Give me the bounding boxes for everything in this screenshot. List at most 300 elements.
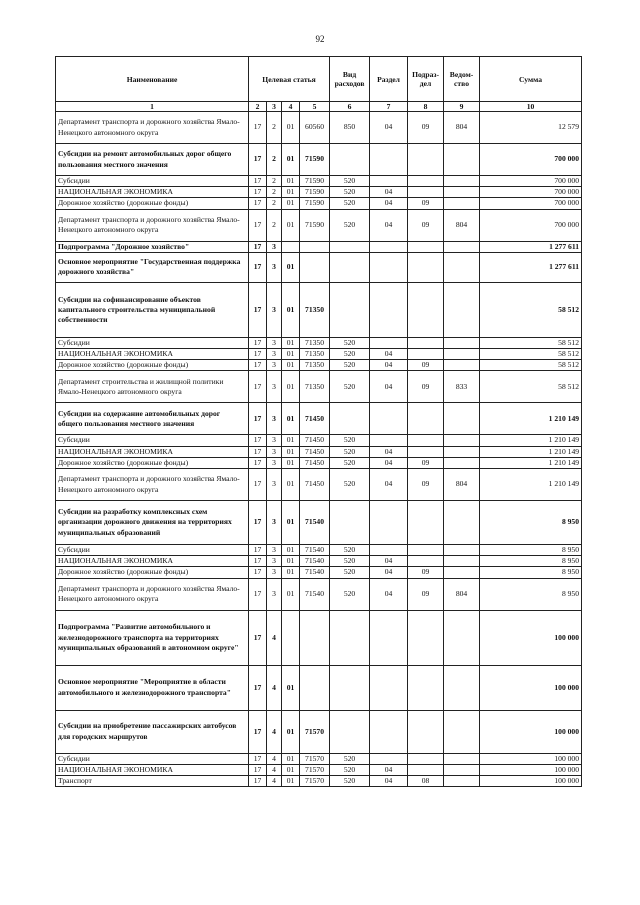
subprogram-code-cell: 4 (267, 665, 282, 710)
subsection-cell (408, 710, 444, 753)
subsection-cell (408, 337, 444, 348)
amount-cell: 700 000 (480, 198, 582, 209)
row-name-cell: НАЦИОНАЛЬНАЯ ЭКОНОМИКА (56, 764, 249, 775)
expense-type-cell: 520 (330, 176, 370, 187)
expense-type-cell: 520 (330, 764, 370, 775)
table-row (56, 360, 582, 371)
amount-cell: 8 950 (480, 545, 582, 556)
direction-code-cell: 71450 (300, 435, 330, 446)
subprogram-code-cell: 2 (267, 144, 282, 176)
amount-cell: 8 950 (480, 556, 582, 567)
amount-cell: 100 000 (480, 764, 582, 775)
program-code-cell: 17 (249, 371, 267, 403)
amount-cell: 1 210 149 (480, 403, 582, 435)
section-cell (370, 144, 408, 176)
program-code-cell: 17 (249, 187, 267, 198)
table-row (56, 578, 582, 610)
expense-type-cell: 520 (330, 209, 370, 241)
header-name: Наименование (56, 57, 249, 102)
section-cell: 04 (370, 371, 408, 403)
section-cell (370, 252, 408, 282)
program-code-cell: 17 (249, 764, 267, 775)
activity-code-cell: 01 (282, 371, 300, 403)
section-cell: 04 (370, 457, 408, 468)
table-row (56, 753, 582, 764)
section-cell (370, 176, 408, 187)
program-code-cell: 17 (249, 469, 267, 501)
department-cell: 804 (444, 578, 480, 610)
expense-type-cell: 850 (330, 112, 370, 144)
expense-type-cell (330, 144, 370, 176)
subsection-cell: 09 (408, 209, 444, 241)
section-cell (370, 665, 408, 710)
program-code-cell: 17 (249, 435, 267, 446)
expense-type-cell (330, 710, 370, 753)
expense-type-cell (330, 665, 370, 710)
table-row (56, 337, 582, 348)
amount-cell: 8 950 (480, 501, 582, 545)
activity-code-cell: 01 (282, 501, 300, 545)
direction-code-cell: 71350 (300, 360, 330, 371)
expense-type-cell: 520 (330, 578, 370, 610)
subprogram-code-cell: 4 (267, 710, 282, 753)
table-header-row (56, 57, 582, 102)
subsection-cell: 09 (408, 112, 444, 144)
header-target-article: Целевая статья (249, 57, 330, 102)
row-name-cell: НАЦИОНАЛЬНАЯ ЭКОНОМИКА (56, 556, 249, 567)
department-cell (444, 501, 480, 545)
section-cell: 04 (370, 209, 408, 241)
activity-code-cell: 01 (282, 337, 300, 348)
table-row (56, 176, 582, 187)
activity-code-cell (282, 241, 300, 252)
department-cell (444, 665, 480, 710)
program-code-cell: 17 (249, 501, 267, 545)
department-cell (444, 360, 480, 371)
header-department: Ведом-ство (444, 57, 480, 102)
department-cell: 804 (444, 112, 480, 144)
direction-code-cell: 71590 (300, 176, 330, 187)
subprogram-code-cell: 3 (267, 371, 282, 403)
expense-type-cell: 520 (330, 469, 370, 501)
amount-cell: 1 210 149 (480, 435, 582, 446)
direction-code-cell (300, 610, 330, 665)
department-cell (444, 610, 480, 665)
department-cell (444, 776, 480, 787)
expense-type-cell: 520 (330, 545, 370, 556)
program-code-cell: 17 (249, 753, 267, 764)
expense-type-cell (330, 403, 370, 435)
subprogram-code-cell: 3 (267, 567, 282, 578)
row-name-cell: Основное мероприятие "Мероприятие в области автомобильного и железнодорожного транспорта" (56, 665, 249, 710)
subprogram-code-cell: 3 (267, 578, 282, 610)
subsection-cell (408, 610, 444, 665)
program-code-cell: 17 (249, 545, 267, 556)
program-code-cell: 17 (249, 349, 267, 360)
section-cell: 04 (370, 556, 408, 567)
column-number: 1 (56, 102, 249, 112)
activity-code-cell: 01 (282, 764, 300, 775)
activity-code-cell: 01 (282, 710, 300, 753)
program-code-cell: 17 (249, 446, 267, 457)
program-code-cell: 17 (249, 776, 267, 787)
column-number: 3 (267, 102, 282, 112)
subprogram-code-cell: 4 (267, 610, 282, 665)
activity-code-cell: 01 (282, 446, 300, 457)
amount-cell: 1 210 149 (480, 446, 582, 457)
table-row (56, 556, 582, 567)
subprogram-code-cell: 3 (267, 403, 282, 435)
program-code-cell: 17 (249, 176, 267, 187)
expense-type-cell: 520 (330, 567, 370, 578)
row-name-cell: Подпрограмма "Дорожное хозяйство" (56, 241, 249, 252)
amount-cell: 58 512 (480, 349, 582, 360)
header-subsection: Подраз-дел (408, 57, 444, 102)
direction-code-cell: 71350 (300, 282, 330, 337)
row-name-cell: НАЦИОНАЛЬНАЯ ЭКОНОМИКА (56, 187, 249, 198)
expense-type-cell: 520 (330, 371, 370, 403)
department-cell (444, 403, 480, 435)
amount-cell: 100 000 (480, 710, 582, 753)
department-cell (444, 144, 480, 176)
expense-type-cell: 520 (330, 337, 370, 348)
activity-code-cell: 01 (282, 776, 300, 787)
section-cell: 04 (370, 446, 408, 457)
section-cell (370, 403, 408, 435)
amount-cell: 700 000 (480, 209, 582, 241)
department-cell: 833 (444, 371, 480, 403)
direction-code-cell: 71590 (300, 209, 330, 241)
section-cell: 04 (370, 764, 408, 775)
subsection-cell: 09 (408, 457, 444, 468)
activity-code-cell: 01 (282, 435, 300, 446)
activity-code-cell: 01 (282, 187, 300, 198)
direction-code-cell: 71350 (300, 349, 330, 360)
department-cell (444, 753, 480, 764)
subsection-cell (408, 187, 444, 198)
subprogram-code-cell: 2 (267, 176, 282, 187)
amount-cell: 12 579 (480, 112, 582, 144)
subsection-cell: 09 (408, 578, 444, 610)
page-number: 92 (315, 34, 325, 44)
direction-code-cell (300, 252, 330, 282)
program-code-cell: 17 (249, 567, 267, 578)
section-cell (370, 241, 408, 252)
row-name-cell: Дорожное хозяйство (дорожные фонды) (56, 198, 249, 209)
subsection-cell (408, 446, 444, 457)
table-row (56, 776, 582, 787)
activity-code-cell: 01 (282, 403, 300, 435)
activity-code-cell: 01 (282, 209, 300, 241)
table-row (56, 567, 582, 578)
row-name-cell: Дорожное хозяйство (дорожные фонды) (56, 457, 249, 468)
row-name-cell: НАЦИОНАЛЬНАЯ ЭКОНОМИКА (56, 446, 249, 457)
section-cell (370, 501, 408, 545)
department-cell (444, 349, 480, 360)
direction-code-cell: 71540 (300, 501, 330, 545)
department-cell (444, 446, 480, 457)
department-cell: 804 (444, 209, 480, 241)
amount-cell: 58 512 (480, 282, 582, 337)
subprogram-code-cell: 3 (267, 469, 282, 501)
amount-cell: 8 950 (480, 567, 582, 578)
activity-code-cell: 01 (282, 349, 300, 360)
department-cell (444, 337, 480, 348)
table-row (56, 610, 582, 665)
expense-type-cell: 520 (330, 360, 370, 371)
program-code-cell: 17 (249, 556, 267, 567)
table-row (56, 545, 582, 556)
department-cell (444, 435, 480, 446)
expense-type-cell: 520 (330, 556, 370, 567)
department-cell (444, 187, 480, 198)
table-row (56, 501, 582, 545)
program-code-cell: 17 (249, 144, 267, 176)
amount-cell: 1 210 149 (480, 457, 582, 468)
row-name-cell: Департамент строительства и жилищной политики Ямало-Ненецкого автономного округа (56, 371, 249, 403)
section-cell (370, 282, 408, 337)
activity-code-cell: 01 (282, 282, 300, 337)
program-code-cell: 17 (249, 457, 267, 468)
table-row (56, 209, 582, 241)
subprogram-code-cell: 2 (267, 187, 282, 198)
direction-code-cell: 71540 (300, 567, 330, 578)
row-name-cell: Субсидии (56, 753, 249, 764)
subprogram-code-cell: 3 (267, 241, 282, 252)
activity-code-cell: 01 (282, 578, 300, 610)
department-cell (444, 198, 480, 209)
section-cell (370, 545, 408, 556)
table-row (56, 665, 582, 710)
subprogram-code-cell: 2 (267, 209, 282, 241)
row-name-cell: Департамент транспорта и дорожного хозяйства Ямало-Ненецкого автономного округа (56, 112, 249, 144)
direction-code-cell: 71570 (300, 753, 330, 764)
table-row (56, 349, 582, 360)
subprogram-code-cell: 3 (267, 501, 282, 545)
subprogram-code-cell: 2 (267, 112, 282, 144)
expense-type-cell: 520 (330, 435, 370, 446)
row-name-cell: Субсидии на приобретение пассажирских автобусов для городских маршрутов (56, 710, 249, 753)
program-code-cell: 17 (249, 403, 267, 435)
row-name-cell: Транспорт (56, 776, 249, 787)
table-row (56, 282, 582, 337)
program-code-cell: 17 (249, 198, 267, 209)
table-row (56, 252, 582, 282)
department-cell (444, 567, 480, 578)
expense-type-cell: 520 (330, 446, 370, 457)
amount-cell: 58 512 (480, 360, 582, 371)
direction-code-cell: 71590 (300, 144, 330, 176)
department-cell (444, 282, 480, 337)
amount-cell: 1 277 611 (480, 252, 582, 282)
program-code-cell: 17 (249, 610, 267, 665)
expense-type-cell (330, 282, 370, 337)
section-cell (370, 337, 408, 348)
program-code-cell: 17 (249, 578, 267, 610)
subsection-cell (408, 282, 444, 337)
section-cell: 04 (370, 469, 408, 501)
expense-type-cell (330, 241, 370, 252)
header-section: Раздел (370, 57, 408, 102)
department-cell (444, 457, 480, 468)
amount-cell: 58 512 (480, 337, 582, 348)
direction-code-cell: 71450 (300, 457, 330, 468)
activity-code-cell: 01 (282, 144, 300, 176)
department-cell: 804 (444, 469, 480, 501)
direction-code-cell: 71350 (300, 337, 330, 348)
activity-code-cell: 01 (282, 360, 300, 371)
program-code-cell: 17 (249, 665, 267, 710)
row-name-cell: Субсидии на ремонт автомобильных дорог общего пользования местного значения (56, 144, 249, 176)
section-cell: 04 (370, 349, 408, 360)
expense-type-cell: 520 (330, 753, 370, 764)
row-name-cell: Субсидии (56, 337, 249, 348)
program-code-cell: 17 (249, 710, 267, 753)
subprogram-code-cell: 3 (267, 435, 282, 446)
subsection-cell (408, 556, 444, 567)
subsection-cell: 08 (408, 776, 444, 787)
subprogram-code-cell: 4 (267, 776, 282, 787)
subprogram-code-cell: 3 (267, 545, 282, 556)
row-name-cell: Субсидии (56, 435, 249, 446)
column-number: 7 (370, 102, 408, 112)
amount-cell: 100 000 (480, 610, 582, 665)
subsection-cell (408, 545, 444, 556)
section-cell: 04 (370, 198, 408, 209)
amount-cell: 700 000 (480, 187, 582, 198)
subsection-cell (408, 241, 444, 252)
column-number: 5 (300, 102, 330, 112)
expense-type-cell: 520 (330, 776, 370, 787)
activity-code-cell: 01 (282, 469, 300, 501)
program-code-cell: 17 (249, 282, 267, 337)
expense-type-cell: 520 (330, 187, 370, 198)
section-cell (370, 753, 408, 764)
table-row (56, 403, 582, 435)
row-name-cell: Субсидии (56, 176, 249, 187)
subprogram-code-cell: 3 (267, 556, 282, 567)
expense-type-cell (330, 610, 370, 665)
expense-type-cell: 520 (330, 198, 370, 209)
department-cell (444, 545, 480, 556)
section-cell: 04 (370, 187, 408, 198)
subprogram-code-cell: 3 (267, 337, 282, 348)
amount-cell: 100 000 (480, 776, 582, 787)
column-number: 9 (444, 102, 480, 112)
header-expense-type: Вид расходов (330, 57, 370, 102)
subsection-cell (408, 665, 444, 710)
subsection-cell (408, 403, 444, 435)
amount-cell: 1 210 149 (480, 469, 582, 501)
program-code-cell: 17 (249, 209, 267, 241)
expense-type-cell (330, 501, 370, 545)
row-name-cell: Департамент транспорта и дорожного хозяйства Ямало-Ненецкого автономного округа (56, 578, 249, 610)
subprogram-code-cell: 3 (267, 349, 282, 360)
direction-code-cell: 71570 (300, 710, 330, 753)
activity-code-cell: 01 (282, 112, 300, 144)
amount-cell: 700 000 (480, 144, 582, 176)
activity-code-cell: 01 (282, 457, 300, 468)
column-number: 8 (408, 102, 444, 112)
table-row (56, 198, 582, 209)
subprogram-code-cell: 3 (267, 446, 282, 457)
subsection-cell (408, 764, 444, 775)
direction-code-cell: 71450 (300, 469, 330, 501)
section-cell: 04 (370, 360, 408, 371)
activity-code-cell: 01 (282, 198, 300, 209)
subprogram-code-cell: 3 (267, 360, 282, 371)
direction-code-cell: 71540 (300, 545, 330, 556)
row-name-cell: Департамент транспорта и дорожного хозяйства Ямало-Ненецкого автономного округа (56, 209, 249, 241)
program-code-cell: 17 (249, 112, 267, 144)
subprogram-code-cell: 4 (267, 753, 282, 764)
column-number: 4 (282, 102, 300, 112)
direction-code-cell: 71540 (300, 556, 330, 567)
section-cell (370, 710, 408, 753)
activity-code-cell: 01 (282, 567, 300, 578)
section-cell: 04 (370, 578, 408, 610)
subprogram-code-cell: 3 (267, 282, 282, 337)
subsection-cell (408, 501, 444, 545)
subsection-cell (408, 252, 444, 282)
expense-type-cell: 520 (330, 349, 370, 360)
budget-table (55, 56, 582, 787)
subprogram-code-cell: 2 (267, 198, 282, 209)
column-number: 2 (249, 102, 267, 112)
column-number: 10 (480, 102, 582, 112)
subsection-cell: 09 (408, 371, 444, 403)
table-row (56, 187, 582, 198)
row-name-cell: Субсидии на содержание автомобильных дорог общего пользования местного значения (56, 403, 249, 435)
expense-type-cell: 520 (330, 457, 370, 468)
subsection-cell (408, 144, 444, 176)
section-cell: 04 (370, 567, 408, 578)
table-row (56, 435, 582, 446)
table-row (56, 112, 582, 144)
subprogram-code-cell: 4 (267, 764, 282, 775)
table-row (56, 371, 582, 403)
section-cell: 04 (370, 112, 408, 144)
row-name-cell: Дорожное хозяйство (дорожные фонды) (56, 360, 249, 371)
subsection-cell (408, 435, 444, 446)
amount-cell: 100 000 (480, 753, 582, 764)
section-cell: 04 (370, 776, 408, 787)
expense-type-cell (330, 252, 370, 282)
row-name-cell: Дорожное хозяйство (дорожные фонды) (56, 567, 249, 578)
direction-code-cell: 71590 (300, 187, 330, 198)
activity-code-cell: 01 (282, 665, 300, 710)
department-cell (444, 176, 480, 187)
row-name-cell: Субсидии на софинансирование объектов капитального строительства муниципальной собственности (56, 282, 249, 337)
direction-code-cell: 71450 (300, 446, 330, 457)
table-row (56, 241, 582, 252)
table-row (56, 710, 582, 753)
table-row (56, 457, 582, 468)
column-number: 6 (330, 102, 370, 112)
program-code-cell: 17 (249, 360, 267, 371)
direction-code-cell: 71540 (300, 578, 330, 610)
direction-code-cell (300, 665, 330, 710)
direction-code-cell: 60560 (300, 112, 330, 144)
header-amount: Сумма (480, 57, 582, 102)
direction-code-cell: 71570 (300, 764, 330, 775)
activity-code-cell: 01 (282, 556, 300, 567)
amount-cell: 58 512 (480, 371, 582, 403)
section-cell (370, 610, 408, 665)
row-name-cell: НАЦИОНАЛЬНАЯ ЭКОНОМИКА (56, 349, 249, 360)
department-cell (444, 556, 480, 567)
row-name-cell: Субсидии на разработку комплексных схем организации дорожного движения на территориях муниципальных образований (56, 501, 249, 545)
